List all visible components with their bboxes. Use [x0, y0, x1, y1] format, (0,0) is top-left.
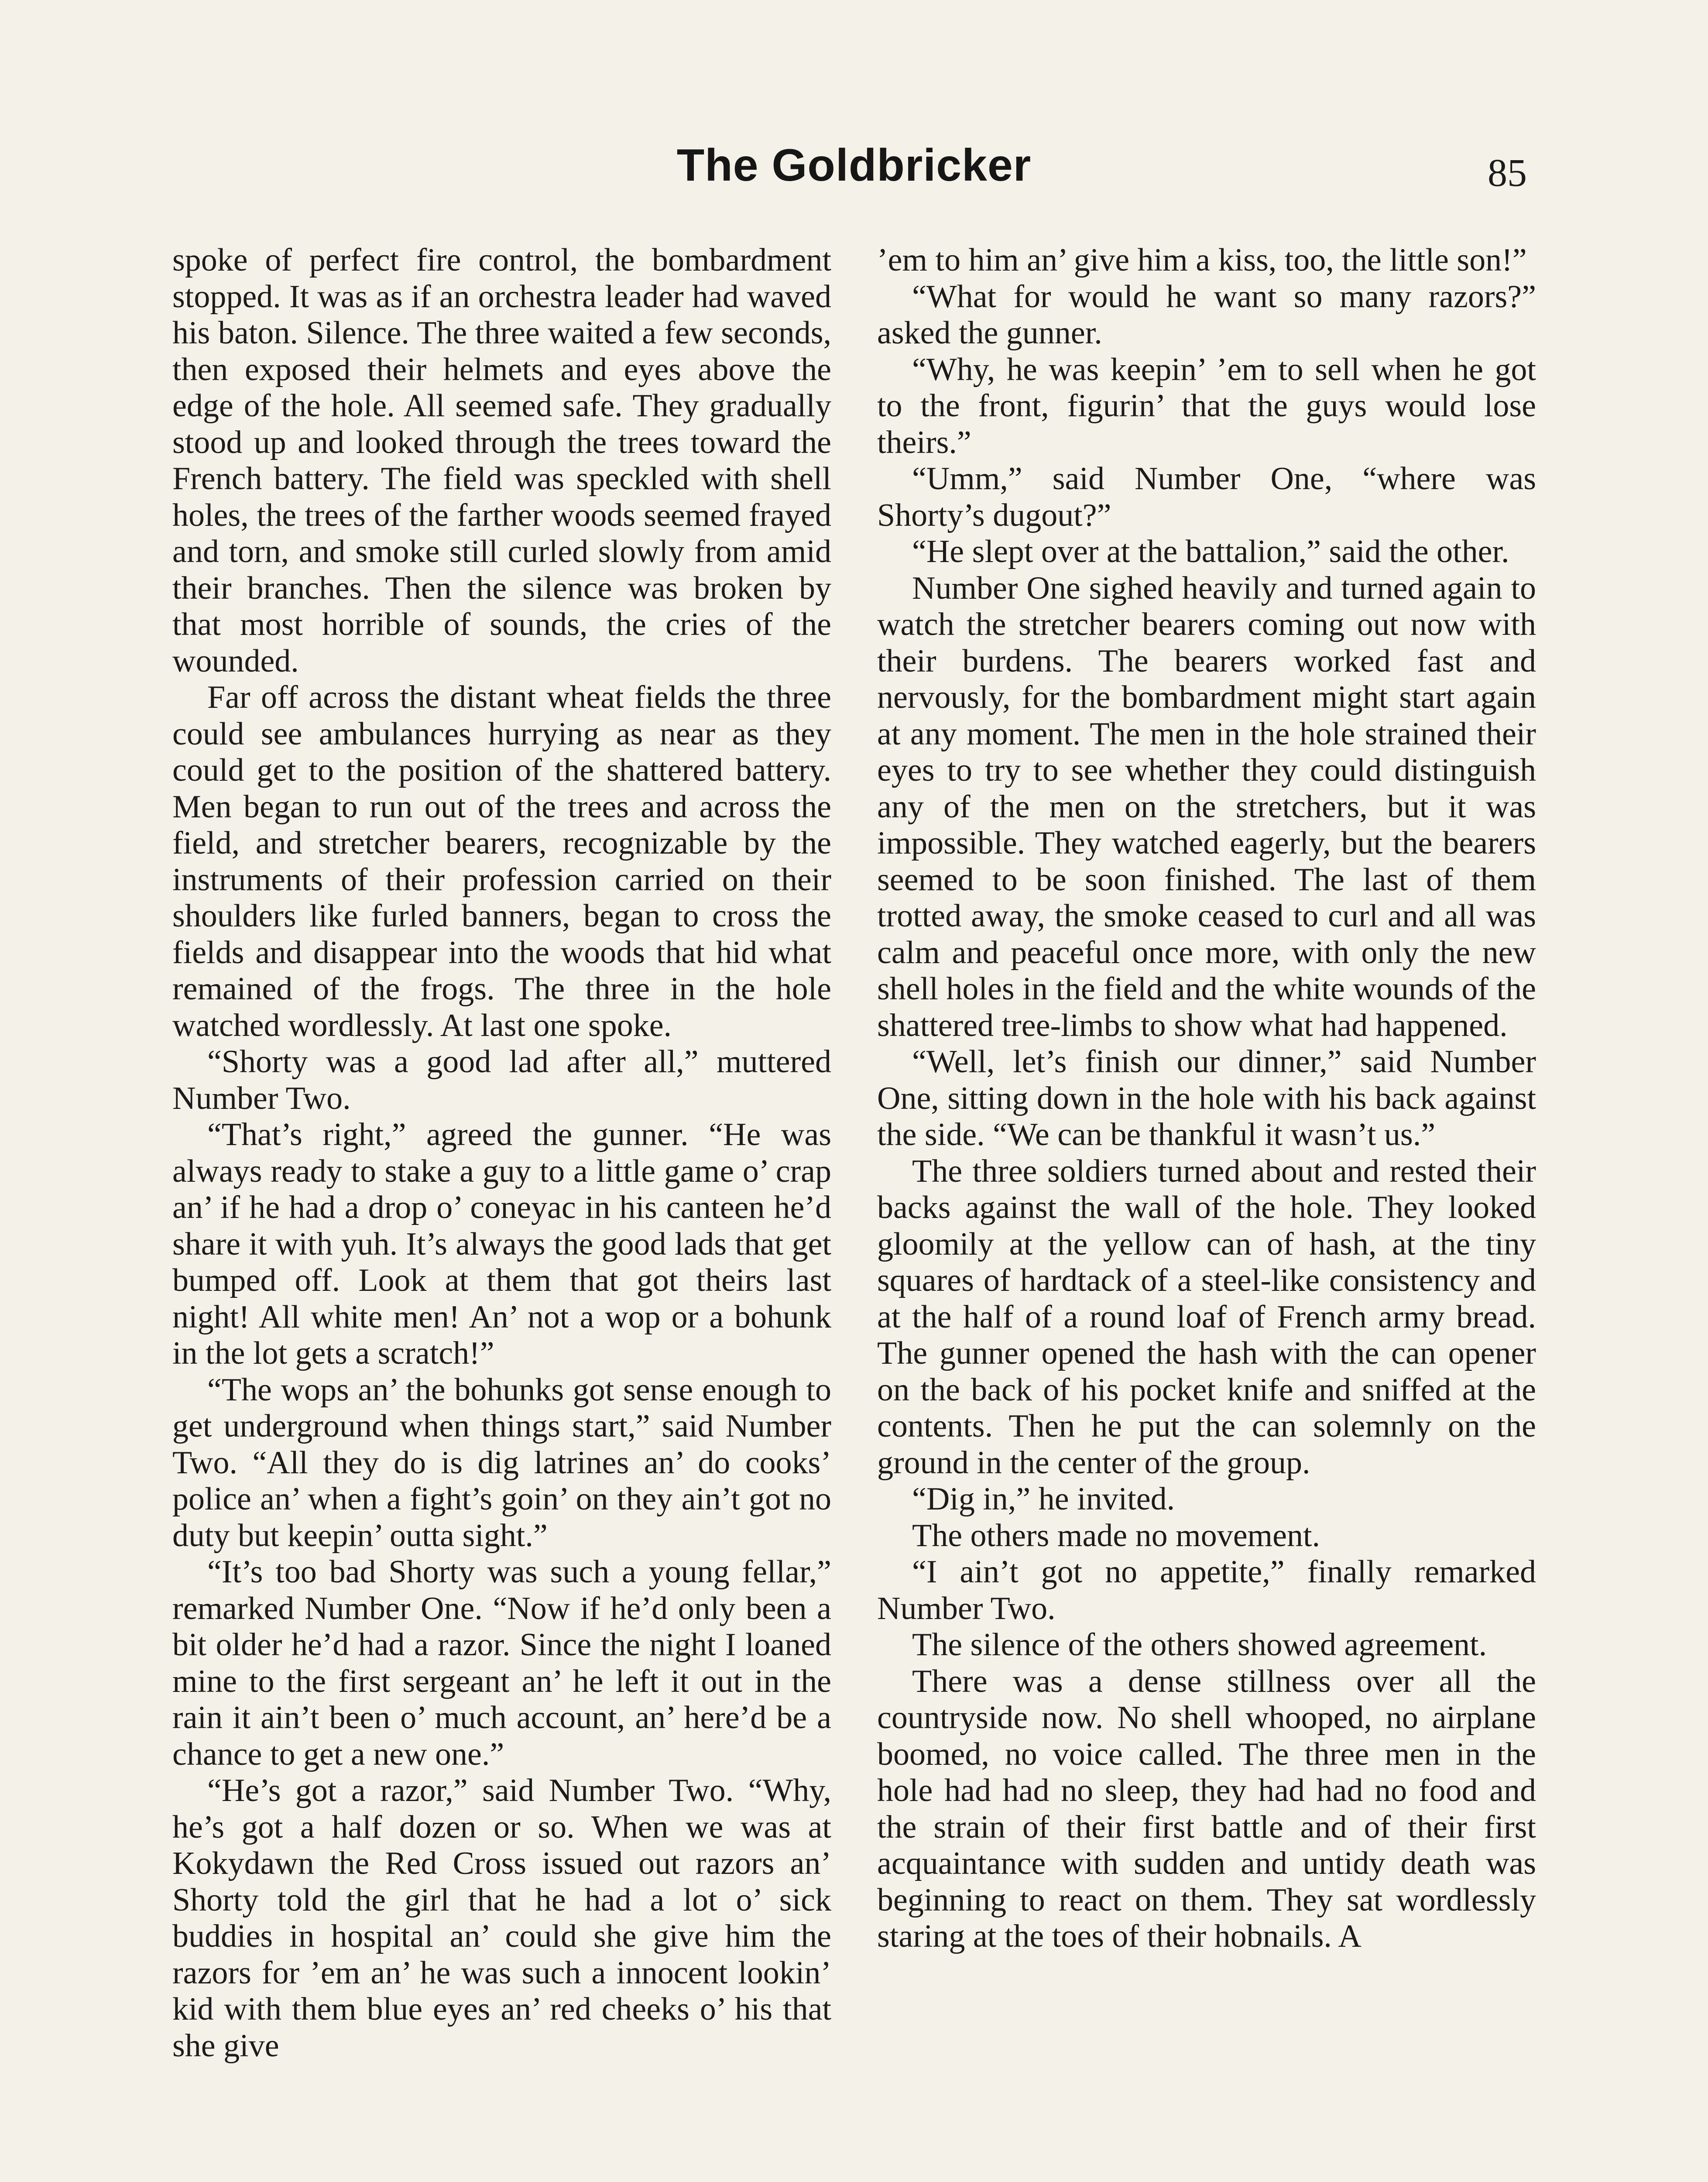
paragraph: “What for would he want so many razors?” asked the gunner. [877, 278, 1536, 351]
paragraph: spoke of perfect fire control, the bombardment stopped. It was as if an orchestra leader had waved his baton. Silence. The three waited a few seconds, then exposed their helmets and eyes above the edge of the hole. All seemed safe. They gradually stood up and looked through the trees toward the French battery. The field was speckled with shell holes, the trees of the farther woods seemed frayed and torn, and smoke still curled slowly from amid their branches. Then the silence was broken by that most horrible of sounds, the cries of the wounded. [172, 242, 831, 679]
paragraph: The three soldiers turned about and rested their backs against the wall of the hole. They looked gloomily at the yellow can of hash, at the tiny squares of hardtack of a steel-like consistency and at the half of a round loaf of French army bread. The gunner opened the hash with the can opener on the back of his pocket knife and sniffed at the contents. Then he put the can solemnly on the ground in the center of the group. [877, 1153, 1536, 1481]
paragraph: There was a dense stillness over all the countryside now. No shell whooped, no airplane boomed, no voice called. The three men in the hole had had no sleep, they had had no food and the strain of their first battle and of their first acquaintance with sudden and untidy death was beginning to react on them. They sat wordlessly staring at the toes of their hobnails. A [877, 1663, 1536, 1954]
paragraph: “Umm,” said Number One, “where was Shorty’s dugout?” [877, 461, 1536, 533]
paragraph: “Well, let’s finish our dinner,” said Number One, sitting down in the hole with his back against the side. “We can be thankful it wasn’t us.” [877, 1044, 1536, 1153]
right-column [877, 242, 1536, 1955]
paragraph: “Dig in,” he invited. [912, 1481, 1175, 1517]
paragraph: “He slept over at the battalion,” said the other. [912, 534, 1509, 570]
paragraph: ’em to him an’ give him a kiss, too, the little son!” [877, 242, 1527, 278]
paragraph: “I ain’t got no appetite,” finally remarked Number Two. [877, 1554, 1536, 1626]
paragraph: Far off across the distant wheat fields the three could see ambulances hurrying as near as they could get to the position of the shattered battery. Men began to run out of the trees and across the field, and stretcher bearers, recognizable by the instruments of their profession carried on their shoulders like furled banners, began to cross the fields and disappear into the woods that hid what remained of the frogs. The three in the hole watched wordlessly. At last one spoke. [172, 679, 831, 1043]
page-title: The Goldbricker [676, 140, 1032, 191]
paragraph: “It’s too bad Shorty was such a young fellar,” remarked Number One. “Now if he’d only been a bit older he’d had a razor. Since the night I loaned mine to the first sergeant an’ he left it out in the rain it ain’t been o’ much account, an’ here’d be a chance to get a new one.” [172, 1554, 831, 1772]
paragraph: The silence of the others showed agreement. [912, 1627, 1487, 1663]
paragraph: The others made no movement. [912, 1517, 1320, 1554]
paragraph: Number One sighed heavily and turned again to watch the stretcher bearers coming out now with their burdens. The bearers worked fast and nervously, for the bombardment might start again at any moment. The men in the hole strained their eyes to try to see whether they could distinguish any of the men on the stretchers, but it was impossible. They watched eagerly, but the bearers seemed to be soon finished. The last of them trotted away, the smoke ceased to curl and all was calm and peaceful once more, with only the new shell holes in the field and the white wounds of the shattered tree-limbs to show what had happened. [877, 570, 1536, 1043]
paragraph: “Why, he was keepin’ ’em to sell when he got to the front, figurin’ that the guys would lose theirs.” [877, 351, 1536, 460]
page-number: 85 [1488, 151, 1527, 195]
paragraph: “That’s right,” agreed the gunner. “He was always ready to stake a guy to a little game o’ crap an’ if he had a drop o’ coneyac in his canteen he’d share it with yuh. It’s always the good lads that get bumped off. Look at them that got theirs last night! All white men! An’ not a wop or a bohunk in the lot gets a scratch!” [172, 1117, 831, 1371]
paragraph: “Shorty was a good lad after all,” muttered Number Two. [172, 1044, 831, 1116]
paragraph: “He’s got a razor,” said Number Two. “Why, he’s got a half dozen or so. When we was at Kokydawn the Red Cross issued out razors an’ Shorty told the girl that he had a lot o’ sick buddies in hospital an’ could she give him the razors for ’em an’ he was such a innocent lookin’ kid with them blue eyes an’ red cheeks o’ his that she give [172, 1773, 831, 2064]
paragraph: “The wops an’ the bohunks got sense enough to get underground when things start,” said Number Two. “All they do is dig latrines an’ do cooks’ police an’ when a fight’s goin’ on they ain’t got no duty but keepin’ outta sight.” [172, 1372, 831, 1554]
left-column [172, 242, 831, 2064]
